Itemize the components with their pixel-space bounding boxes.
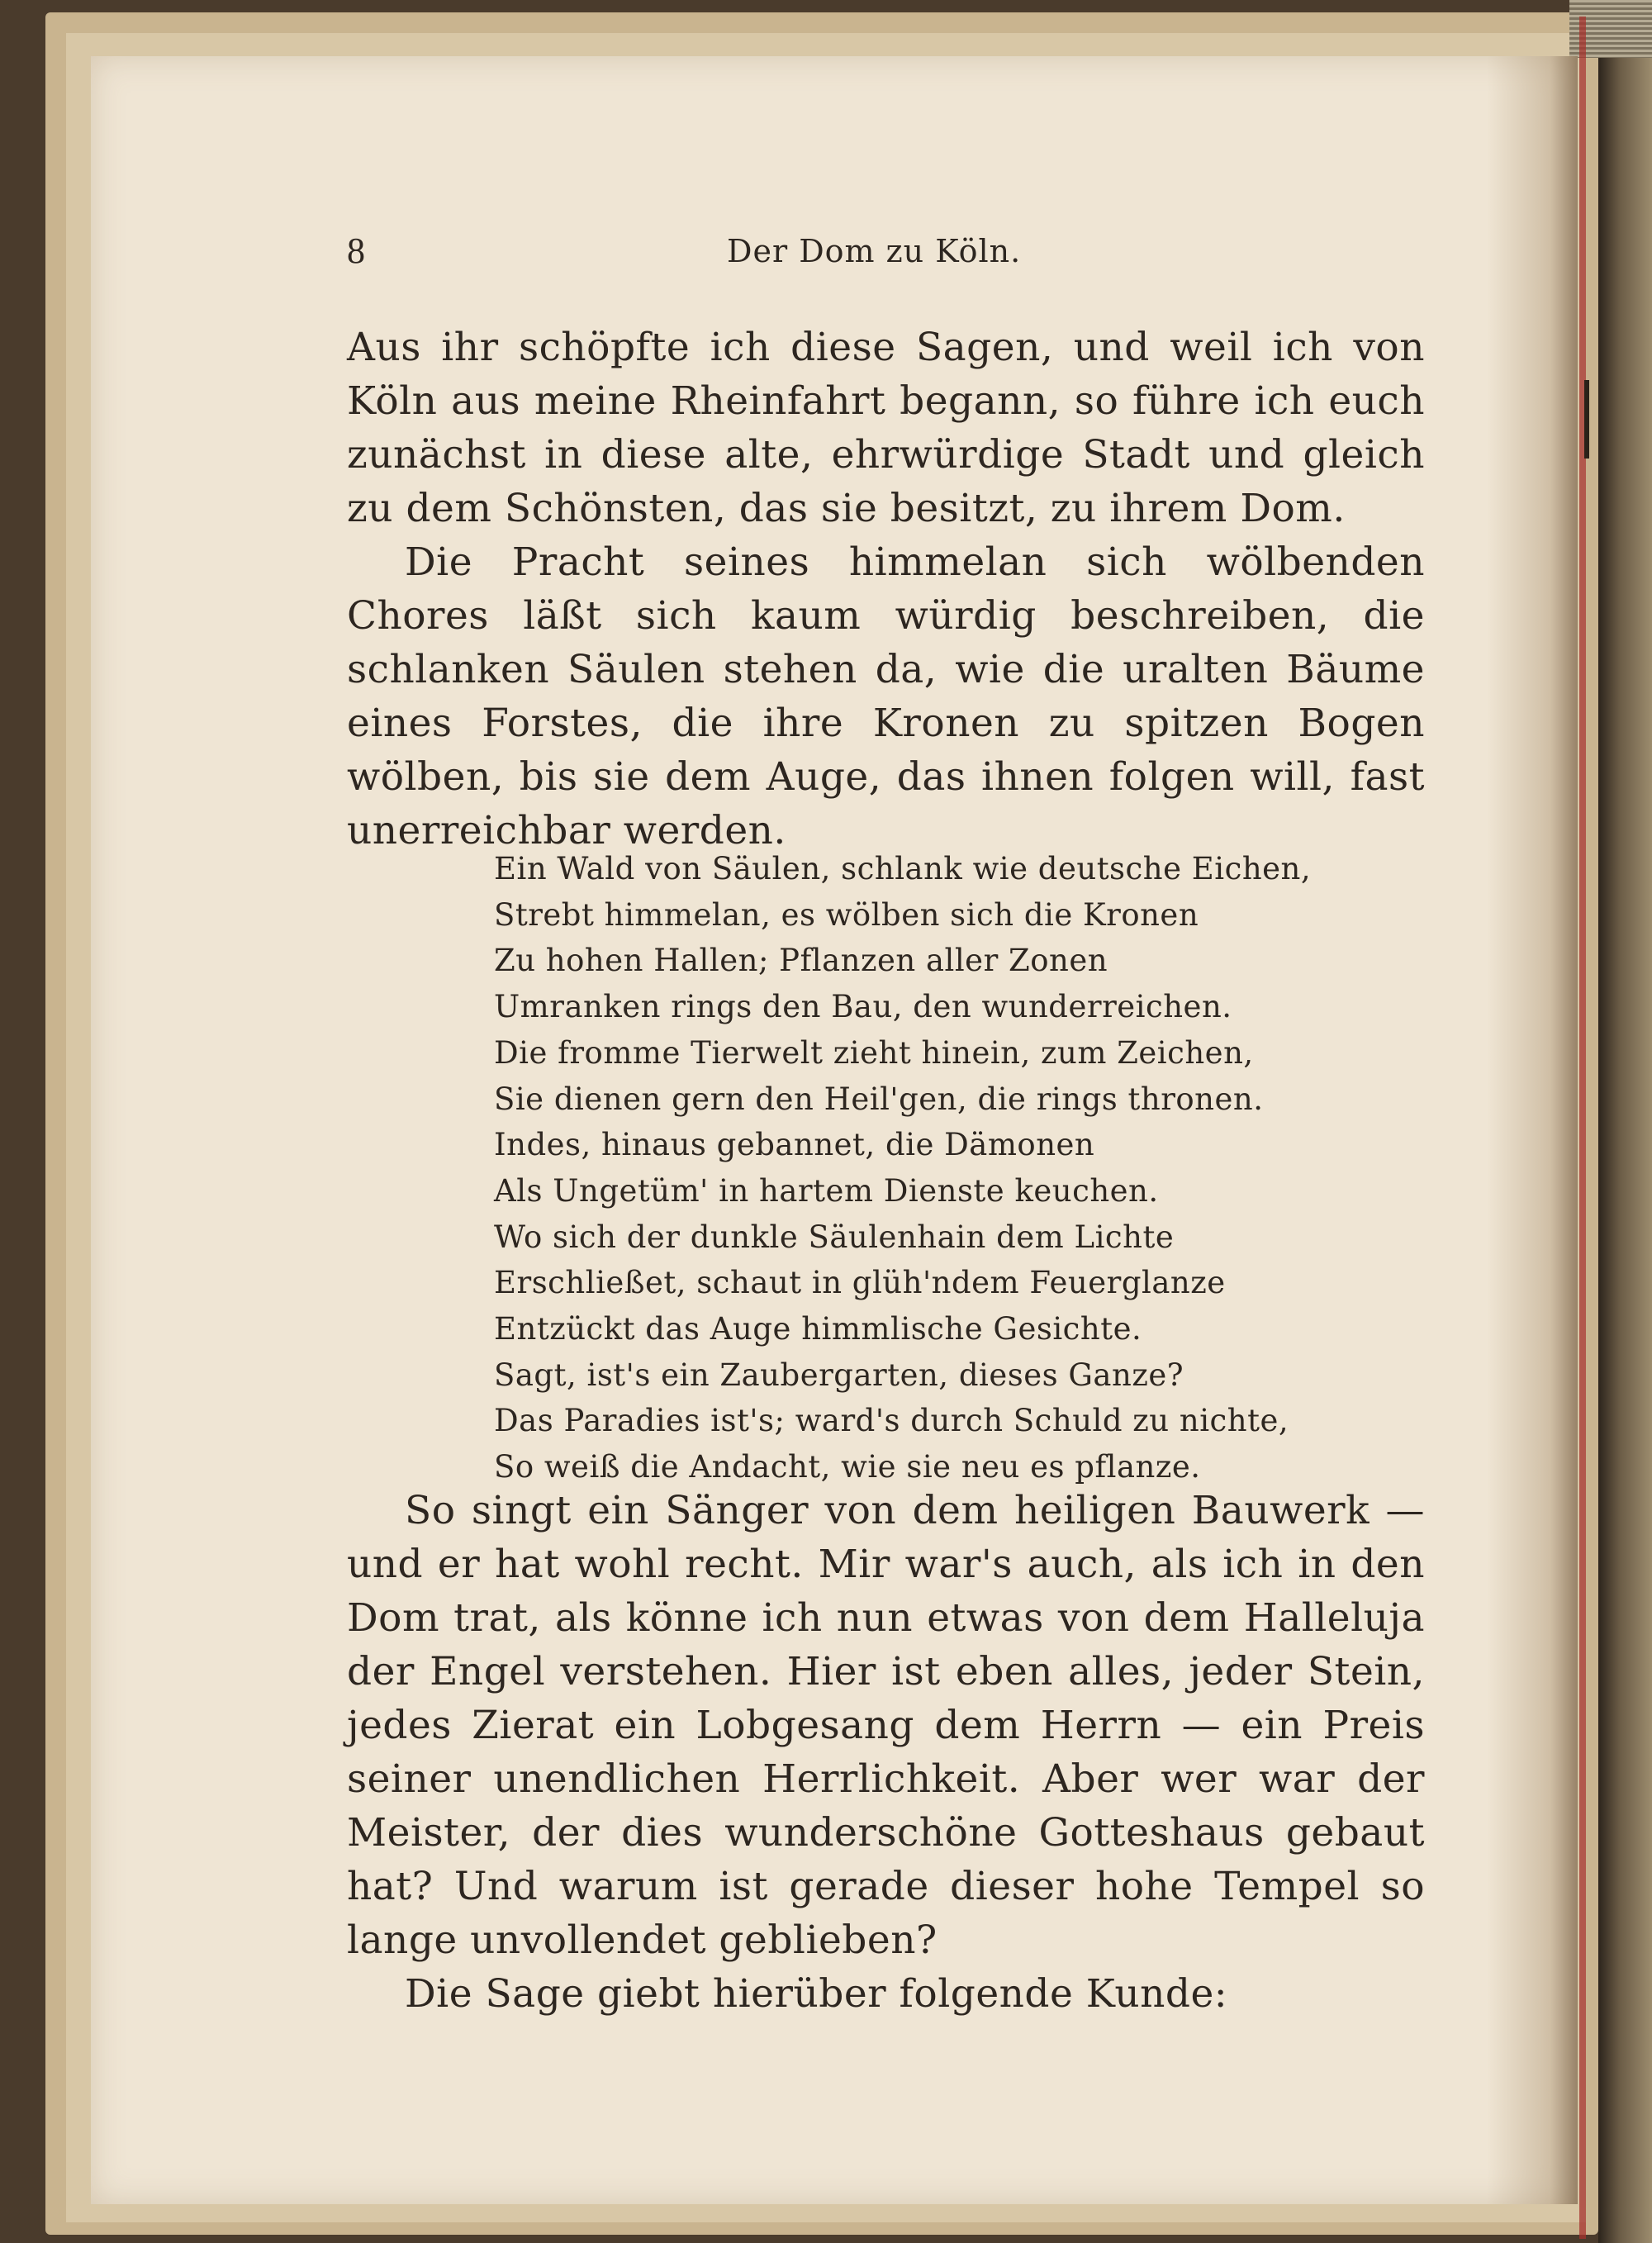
page-header [347,230,1421,271]
running-title: Der Dom zu Köln. [727,233,1022,269]
paragraph-2: Die Pracht seines himmelan sich wölbenden Chores läßt sich kaum würdig beschreiben, die schlanken Säulen stehen da, wie die uralten Bäume eines Forstes, die ihre Kronen zu spitzen Bogen wölben, bis sie dem Auge, das ihnen folgen will, fast unerreichbar werden. [347,539,1425,853]
poem-line: Umranken rings den Bau, den wunderreichen. [494,989,1232,1025]
poem-line: Das Paradies ist's; ward's durch Schuld zu nichte, [494,1403,1289,1439]
prose-bottom [347,1484,1425,2021]
page-number: 8 [347,230,365,271]
paragraph-1: Aus ihr schöpfte ich diese Sagen, und weil ich von Köln aus meine Rheinfahrt begann, so führe ich euch zunächst in diese alte, ehrwürdige Stadt und gleich zu dem Schönsten, das sie besitzt, zu ihrem Dom. [347,325,1425,531]
poem-line: Zu hohen Hallen; Pflanzen aller Zonen [494,943,1108,979]
page-gutter-shadow [1487,56,1578,2204]
poem [494,846,1403,1490]
page-edges [1598,0,1652,2243]
paragraph-3: So singt ein Sänger von dem heiligen Bauwerk — und er hat wohl recht. Mir war's auch, als ich in den Dom trat, als könne ich nun etwas von dem Halleluja der Engel verstehen. Hier ist eben alles, jeder Stein, jedes Zierat ein Lobgesang dem Herrn — ein Preis seiner unendlichen Herrlichkeit. Aber wer war der Meister, der dies wunderschöne Gotteshaus gebaut hat? Und warum ist gerade dieser hohe Tempel so lange unvollendet geblieben? [347,1488,1425,1963]
poem-line: Wo sich der dunkle Säulenhain dem Lichte [494,1219,1175,1255]
poem-line: Erschließet, schaut in glüh'ndem Feuerglanze [494,1265,1226,1301]
poem-line: Sagt, ist's ein Zaubergarten, dieses Ganze? [494,1357,1184,1393]
poem-line: Die fromme Tierwelt zieht hinein, zum Zeichen, [494,1034,1254,1071]
prose-top [347,321,1425,858]
page-edge-mark [1584,380,1589,459]
poem-line: Strebt himmelan, es wölben sich die Kronen [494,896,1199,933]
poem-line: Ein Wald von Säulen, schlank wie deutsche Eichen, [494,851,1312,886]
poem-line: Sie dienen gern den Heil'gen, die rings thronen. [494,1081,1264,1117]
poem-line: Als Ungetüm' in hartem Dienste keuchen. [494,1172,1159,1209]
poem-line: So weiß die Andacht, wie sie neu es pflanze. [494,1449,1201,1485]
red-cover-edge [1579,17,1586,2239]
poem-line: Entzückt das Auge himmlische Gesichte. [494,1311,1142,1347]
poem-line: Indes, hinaus gebannet, die Dämonen [494,1127,1095,1163]
paragraph-4: Die Sage giebt hierüber folgende Kunde: [405,1971,1228,2017]
